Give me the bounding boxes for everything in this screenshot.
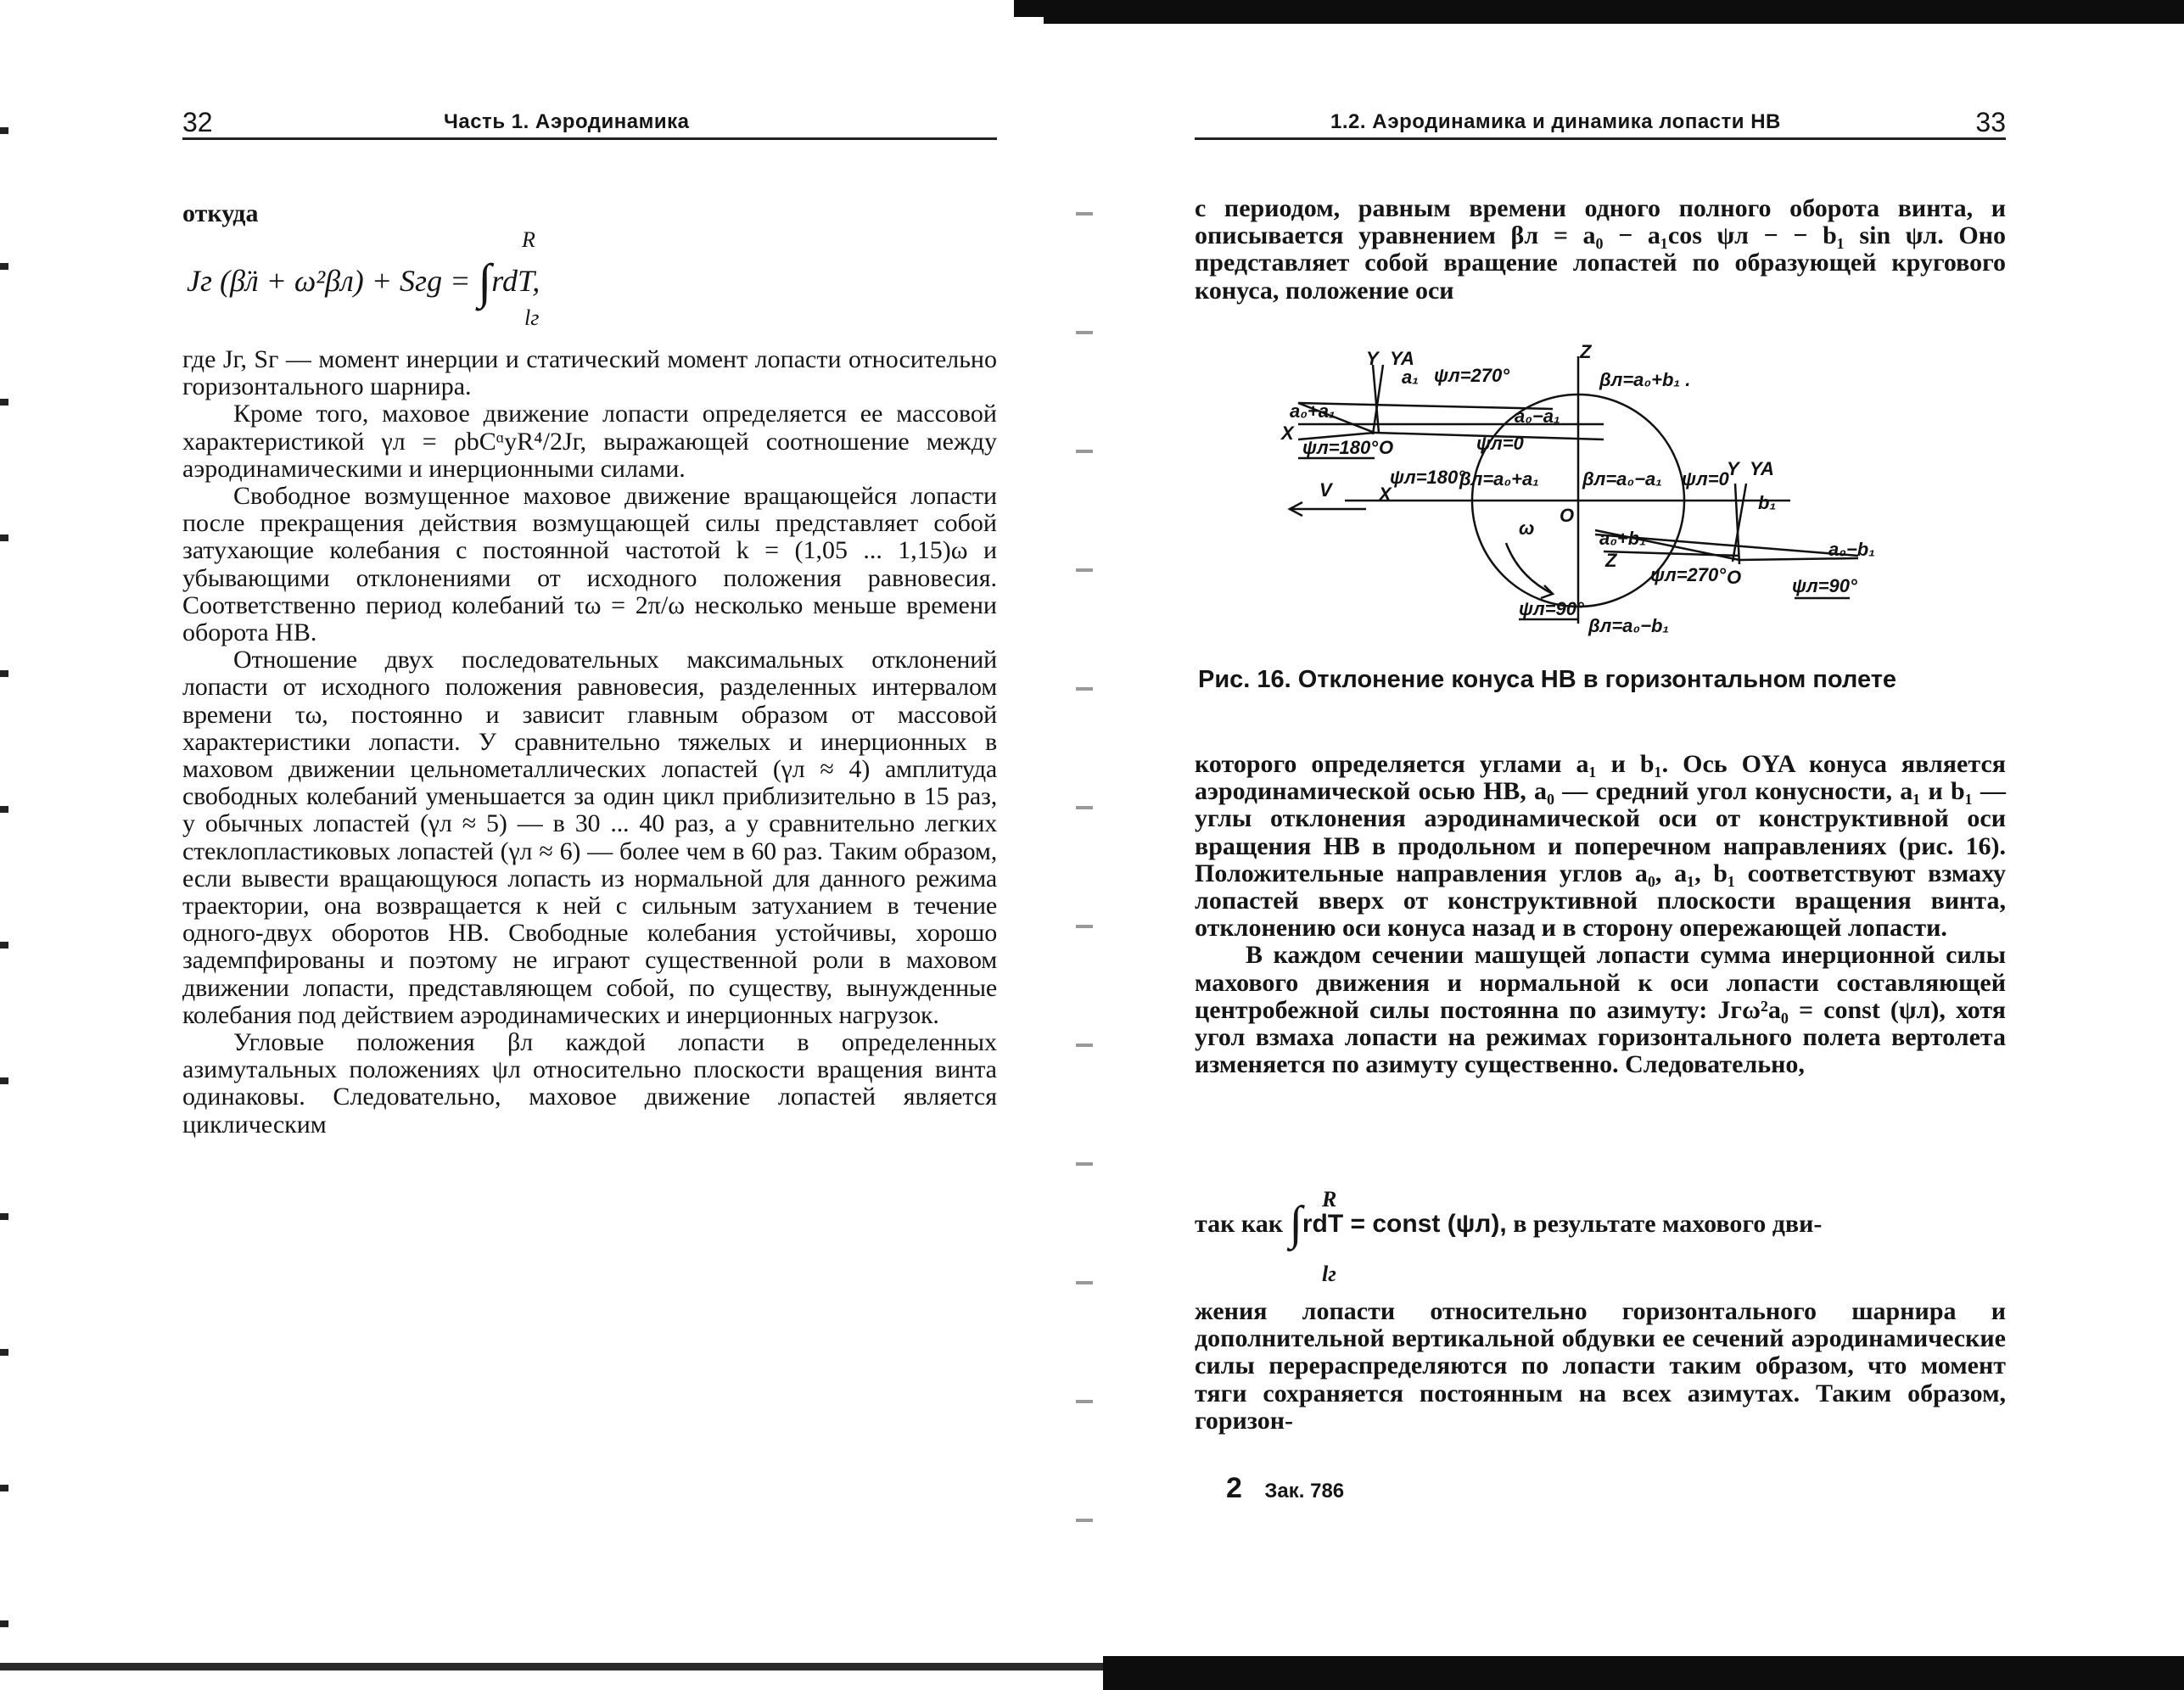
label-o-center: O bbox=[1560, 505, 1575, 526]
label-beta-a0a1: βл=a₀+a₁ bbox=[1459, 468, 1539, 490]
scan-edge-bottom-bar bbox=[1103, 1656, 2184, 1690]
label-a1: a₁ bbox=[1402, 367, 1419, 388]
scan-edge-top bbox=[1044, 0, 2184, 24]
label-beta-a0ma1: βл=a₀−a₁ bbox=[1582, 468, 1662, 490]
intro-line bbox=[182, 200, 997, 227]
running-title: 1.2. Аэродинамика и динамика лопасти НВ bbox=[1330, 110, 1781, 133]
integral-lower-limit: lг bbox=[524, 305, 540, 330]
right-body-text bbox=[1195, 751, 2006, 1078]
label-beta-top: βл=a₀+b₁ . bbox=[1599, 369, 1691, 390]
page-number: 33 bbox=[1975, 107, 2006, 137]
label-psi270-top: ψл=270° bbox=[1434, 365, 1510, 386]
label-omega: ω bbox=[1519, 518, 1535, 539]
label-b1: b₁ bbox=[1758, 492, 1777, 513]
scan-edge-top-corner bbox=[1014, 0, 1095, 17]
formula-1-lhs: Jг (β̈л + ω²βл) + Sгg = bbox=[187, 264, 479, 298]
label-o-left: O bbox=[1379, 437, 1394, 458]
scan-edge-bottom bbox=[0, 1637, 2184, 1690]
label-y: Y bbox=[1366, 348, 1379, 369]
integral-lower-limit: lг bbox=[1322, 1262, 1336, 1286]
order-note: Зак. 786 bbox=[1264, 1480, 1345, 1503]
paragraph: Свободное возмущенное маховое движение вращающейся лопасти после прекращения действия возмущающей силы представляет собой затухающие колебания с постоянной частотой k = (1,05 ... 1,15)ω и убывающими отклонениями от исходного положения равновесия. Соответственно период колебаний τω = 2π/ω несколько меньше времени оборота НВ. bbox=[182, 482, 997, 647]
paragraph: которого определяется углами a₁ и b₁. Ось OYA конуса является аэродинамической осью НВ, a₀ — средний угол конусности, a₁ и b₁ — углы отклонения аэродинамической оси от конструктивной оси вращения НВ в продольном и поперечном направлениях (рис. 16). Положительные направления углов a₀, a₁, b₁ соответствуют взмаху лопастей вверх от конструктивной плоскости вращения винта, отклонению оси конуса назад и в сторону опережающей лопасти. bbox=[1195, 750, 2006, 943]
label-ya-right: YA bbox=[1750, 458, 1774, 479]
signature-mark: 2 bbox=[1226, 1472, 1242, 1504]
figure-16 bbox=[1264, 339, 2011, 645]
label-psi0: ψл=0 bbox=[1476, 433, 1524, 454]
label-z-top: Z bbox=[1580, 341, 1592, 362]
formula-2-prefix: так как bbox=[1195, 1210, 1284, 1238]
label-psi180: ψл=180° bbox=[1302, 437, 1379, 458]
label-v: V bbox=[1319, 479, 1332, 501]
left-body-text bbox=[182, 346, 997, 1139]
formula-1 bbox=[187, 227, 540, 330]
formula-1-rhs: rdT, bbox=[491, 264, 540, 298]
label-beta-bot: βл=a₀−b₁ bbox=[1588, 615, 1670, 636]
label-psi270-bot: ψл=270° bbox=[1650, 564, 1727, 585]
integral-upper-limit: R bbox=[1322, 1187, 1337, 1212]
label-a0b1: a₀+b₁ bbox=[1599, 528, 1646, 549]
intro-word: откуда bbox=[182, 199, 259, 227]
left-page-header bbox=[182, 100, 997, 140]
label-o-bot: O bbox=[1727, 567, 1742, 588]
label-x-mid: X bbox=[1379, 484, 1392, 505]
page-number: 32 bbox=[182, 107, 213, 137]
integral-sign: ∫ bbox=[1289, 1197, 1302, 1250]
cone-deflection-diagram bbox=[1264, 339, 2011, 645]
scan-edge-bottom-line bbox=[0, 1663, 1103, 1670]
formula-2-suffix: в результате махового дви- bbox=[1513, 1210, 1823, 1238]
label-ya: YA bbox=[1390, 348, 1414, 369]
label-a0a1-left: a₀+a₁ bbox=[1290, 400, 1336, 422]
page-footer bbox=[1226, 1472, 1344, 1505]
formula-2 bbox=[1195, 1187, 2006, 1288]
label-z-bot: Z bbox=[1605, 550, 1617, 571]
label-a0-minus-a1: a₀−a₁ bbox=[1515, 406, 1560, 427]
integral-sign: ∫ bbox=[478, 254, 492, 309]
paragraph: Отношение двух последовательных максимальных отклонений лопасти от исходного положения равновесия, разделенных интервалом времени τω, постоянно и зависит главным образом от массовой характеристики лопасти. У сравнительно тяжелых и инерционных в маховом движении цельнометаллических лопастей (γл ≈ 4) амплитуда свободных колебаний уменьшается за один цикл приблизительно в 15 раз, у обычных лопастей (γл ≈ 5) — в 30 ... 40 раз, а у сравнительно легких стеклопластиковых лопастей (γл ≈ 6) — более чем в 60 раз. Таким образом, если вывести вращающуюся лопасть из нормальной для данного режима траектории, она возвращается к ней с сильным затуханием в течение одного-двух оборотов НВ. Свободные колебания устойчивы, хорошо задемпфированы и поэтому не играют существенной роли в маховом движении лопасти, представляющем собой, по существу, вынужденные колебания под действием аэродинамических и инерционных нагрузок. bbox=[182, 646, 997, 1029]
label-psi0b: ψл=0 bbox=[1682, 468, 1729, 490]
integral-upper-limit: R bbox=[522, 227, 535, 252]
running-title: Часть 1. Аэродинамика bbox=[444, 110, 690, 133]
paragraph: Кроме того, маховое движение лопасти определяется ее массовой характеристикой γл = ρbCᵅyR⁴/2Jг, выражающей соотношение между аэродинамическими и инерционными силами. bbox=[182, 400, 997, 483]
label-a0-minus-b1: a₀−b₁ bbox=[1828, 539, 1875, 560]
paragraph: Угловые положения βл каждой лопасти в определенных азимутальных положениях ψл относительно плоскости вращения винта одинаковы. Следовательно, маховое движение лопастей является циклическим bbox=[182, 1028, 997, 1139]
right-bottom-text bbox=[1195, 1298, 2006, 1435]
book-gutter bbox=[1076, 153, 1093, 1595]
paragraph: где Jг, Sг — момент инерции и статический момент лопасти относительно горизонтального шарнира. bbox=[182, 345, 997, 401]
label-x-left: X bbox=[1281, 422, 1294, 444]
label-y-right: Y bbox=[1727, 458, 1739, 479]
label-psi180b: ψл=180° bbox=[1390, 467, 1466, 488]
scan-edge-left bbox=[0, 34, 8, 1629]
right-page-header bbox=[1195, 100, 2006, 140]
figure-caption: Рис. 16. Отклонение конуса НВ в горизонтальном полете bbox=[1198, 666, 1897, 693]
paragraph: В каждом сечении машущей лопасти сумма инерционной силы махового движения и нормальной к оси лопасти составляющей центробежной силы постоянна по азимуту: Jгω²a₀ = const (ψл), хотя угол взмаха лопасти на режимах горизонтального полета вертолета изменяется по азимуту существенно. Следовательно, bbox=[1195, 941, 2006, 1079]
paragraph: с периодом, равным времени одного полного оборота винта, и описывается уравнением βл = a₀ − a₁cos ψл − − b₁ sin ψл. Оно представляет собой вращение лопастей по образующей кругового конуса, положение оси bbox=[1195, 194, 2006, 305]
right-top-text bbox=[1195, 195, 2006, 305]
formula-2-body: rdT = const (ψл), bbox=[1302, 1210, 1507, 1238]
paragraph: жения лопасти относительно горизонтального шарнира и дополнительной вертикальной обдувки ее сечений аэродинамические силы перераспределяются по лопасти таким образом, что момент тяги сохраняется постоянным на всех азимутах. Таким образом, горизон- bbox=[1195, 1297, 2006, 1435]
label-psi90-right: ψл=90° bbox=[1792, 575, 1857, 596]
label-psi90-bot: ψл=90° bbox=[1519, 598, 1584, 619]
